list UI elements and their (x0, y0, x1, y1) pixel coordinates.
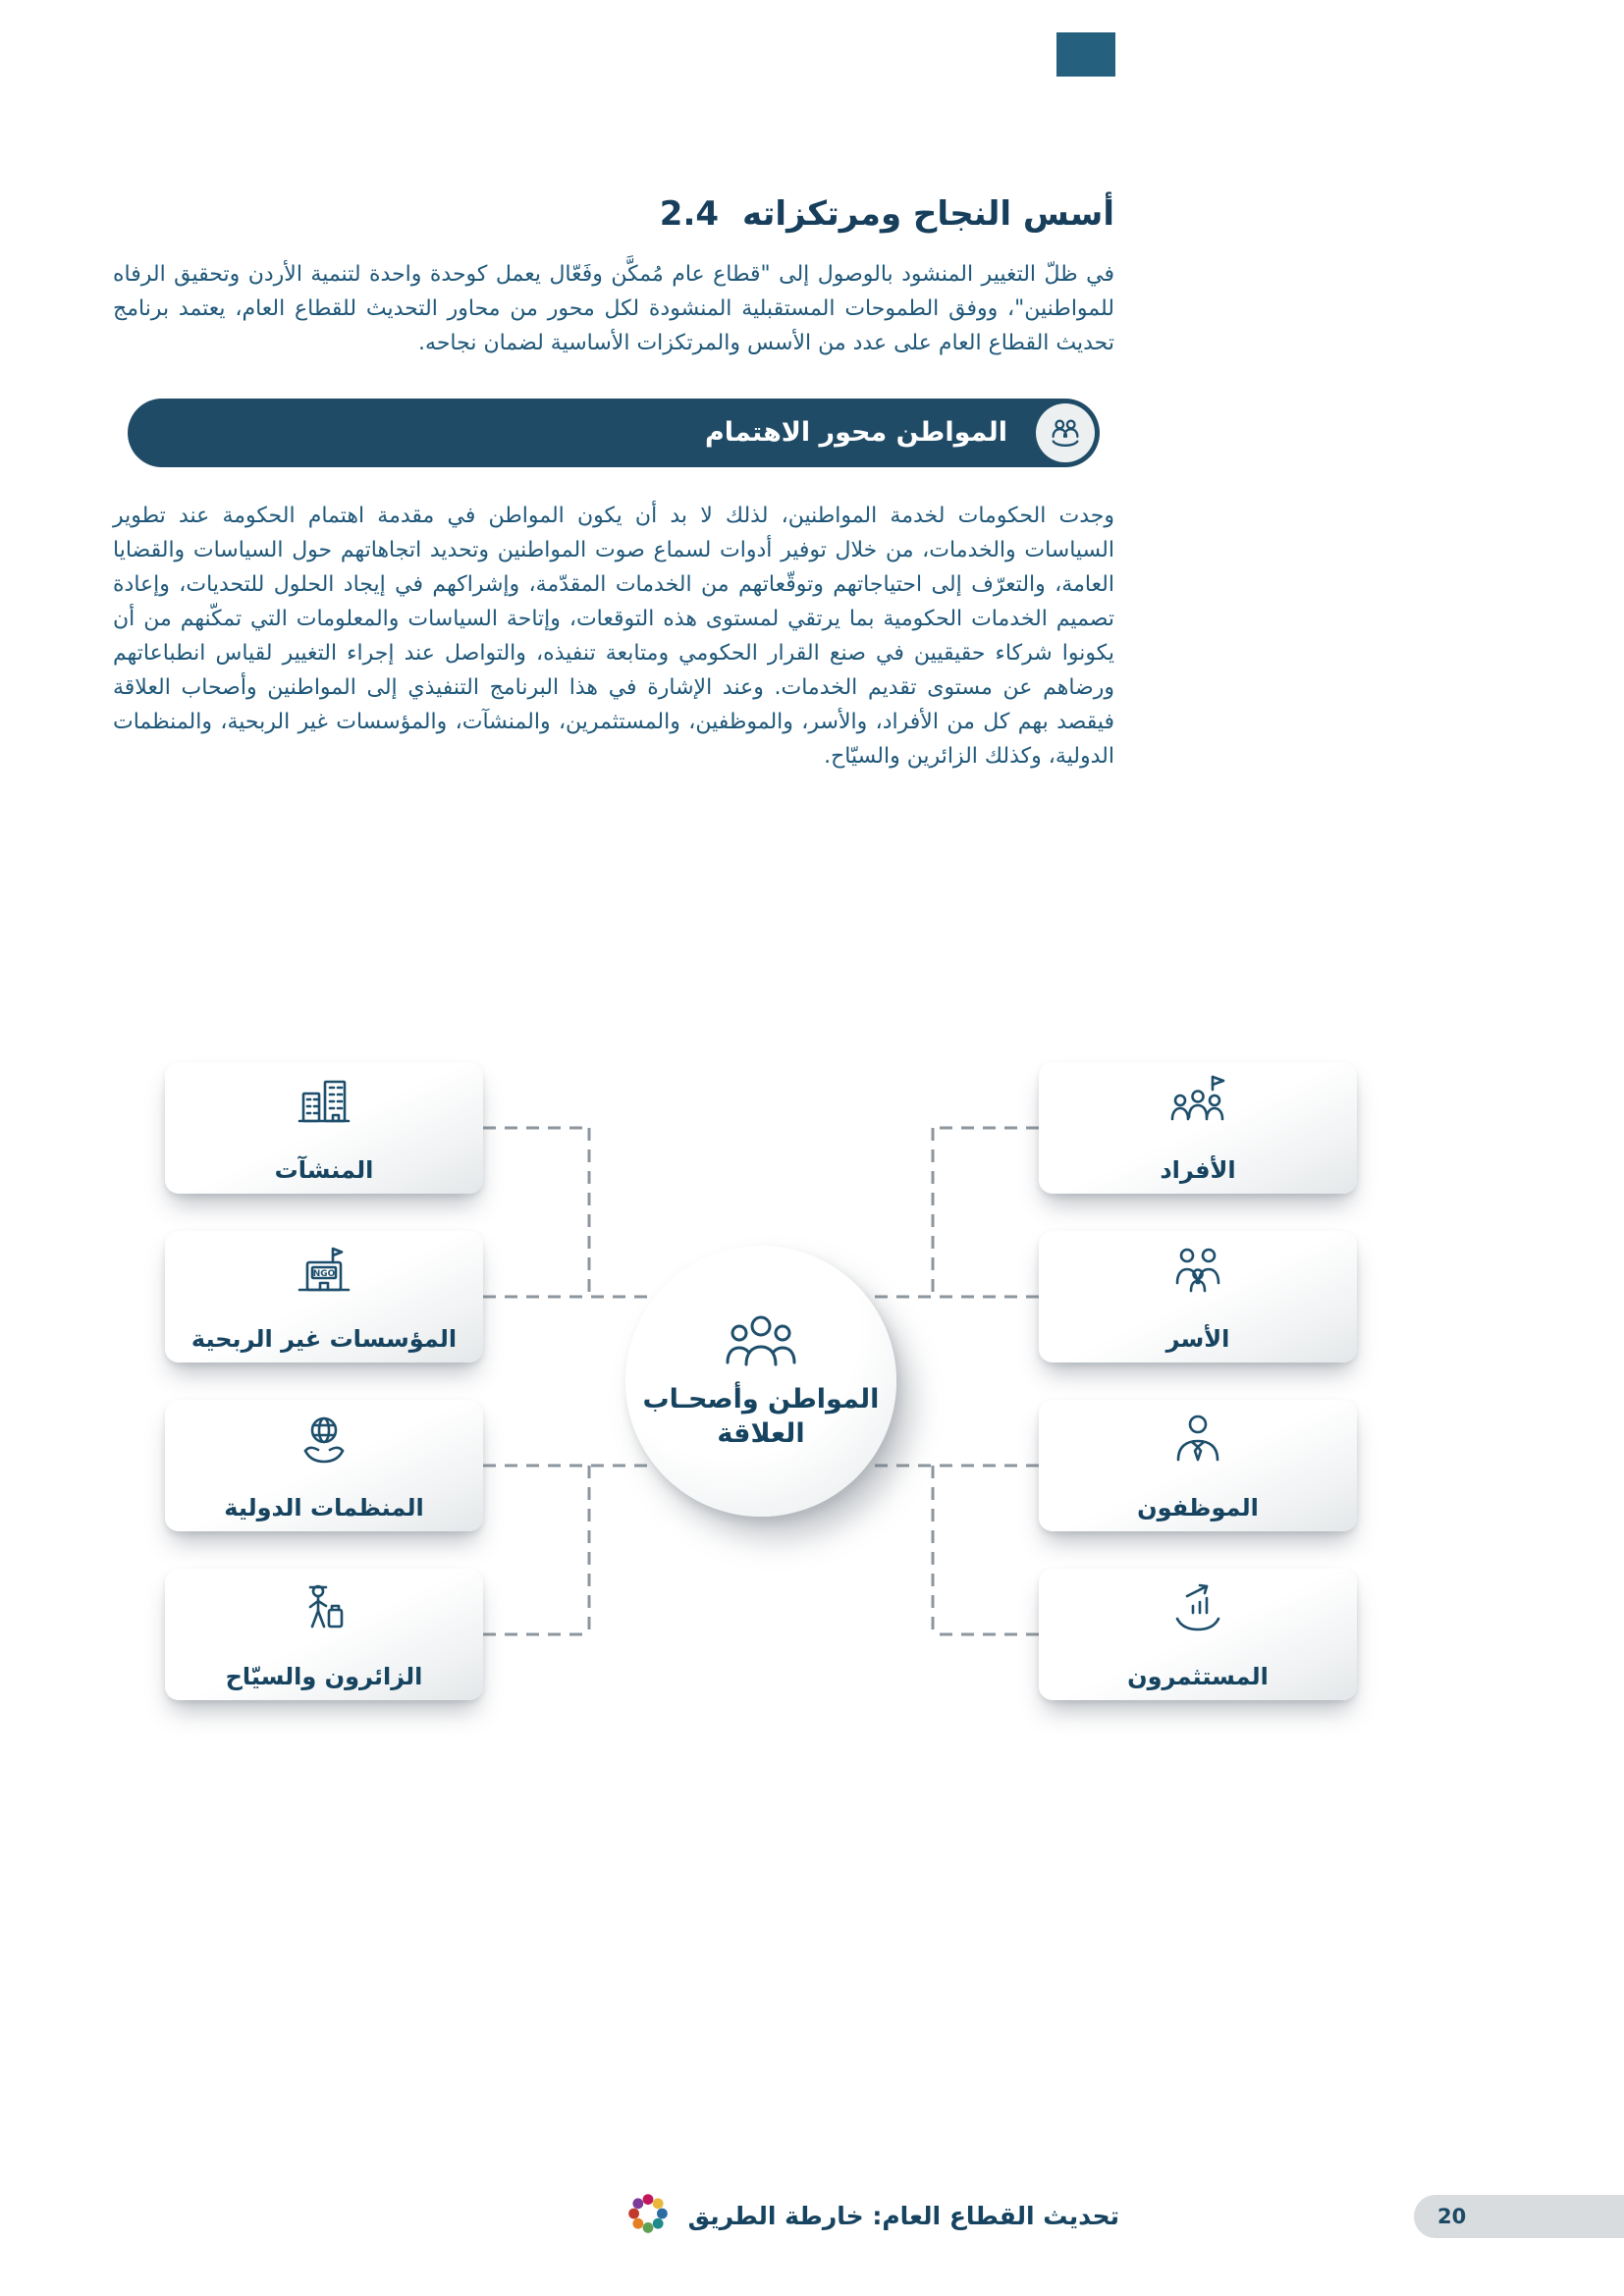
body-paragraph: وجدت الحكومات لخدمة المواطنين، لذلك لا بد أن يكون المواطن في مقدمة اهتمام الحكومة عند تطوير السياسات والخدمات، من خلال توفير أدوات لسماع صوت المواطنين وتحديد اتجاهاتهم حول السياسات والقضايا العامة، والتعرّف إلى احتياجاتهم وتوقّعاتهم من الخدمات المقدّمة، وإشراكهم في إيجاد الحلول للتحديات، وإعادة تصميم الخدمات الحكومية بما يرتقي لمستوى هذه التوقعات، وإتاحة السياسات والمعلومات التي تمكّنهم من أن يكونوا شركاء حقيقيين في صنع القرار الحكومي ومتابعة تنفيذه، والتواصل عند إجراء التغيير لقياس انطباعاتهم ورضاهم عن مستوى تقديم الخدمات. وعند الإشارة في هذا البرنامج التنفيذي إلى المواطنين وأصحاب العلاقة فيقصد بهم كل من الأفراد، والأسر، والموظفين، والمستثمرين، والمنشآت، والمؤسسات غير الربحية، والمنظمات الدولية، وكذلك الزائرين والسيّاح. (113, 504, 1114, 769)
stakeholder-card-individuals (1039, 1062, 1357, 1194)
hub-title-line1: المواطن وأصحـاب (642, 1384, 880, 1415)
stakeholder-card-investors (1039, 1569, 1357, 1700)
stakeholder-card-nonprofits (165, 1231, 483, 1362)
card-label: المؤسسات غير الربحية (190, 1325, 458, 1353)
card-label: المنشآت (274, 1156, 374, 1184)
card-label: المستثمرون (1127, 1663, 1269, 1690)
buildings-icon (292, 1074, 356, 1131)
stakeholder-card-international-organizations (165, 1400, 483, 1531)
card-label: الزائرون والسيّاح (225, 1663, 423, 1690)
stakeholder-card-establishments (165, 1062, 483, 1194)
family-icon (1165, 1243, 1230, 1300)
banner-label: المواطن محور الاهتمام (705, 417, 1007, 448)
employee-icon (1165, 1412, 1230, 1468)
section-heading (113, 194, 1114, 234)
ngo-building-icon (292, 1243, 356, 1300)
stakeholder-card-employees (1039, 1400, 1357, 1531)
corner-accent-tab (1056, 32, 1115, 77)
tourist-icon (292, 1580, 356, 1637)
citizen-care-icon (1036, 403, 1095, 462)
people-group-icon (716, 1311, 806, 1376)
footer-brand (622, 2187, 1119, 2244)
stakeholder-card-families (1039, 1231, 1357, 1362)
intro-paragraph: في ظلّ التغيير المنشود بالوصول إلى "قطاع عام مُمكَّن وفَعّال يعمل كوحدة واحدة لتنمية الأردن وتحقيق الرفاه للمواطنين"، ووفق الطموحات المستقبلية المنشودة لكل محور من محاور التحديث للقطاع العام، يعتمد برنامج تحديث القطاع العام على عدد من الأسس والمرتكزات الأساسية لضمان نجاحه. (113, 262, 1114, 355)
investor-icon (1165, 1580, 1230, 1637)
citizen-focus-banner (128, 399, 1100, 467)
individuals-icon (1165, 1074, 1230, 1131)
card-label: الأسر (1165, 1325, 1230, 1353)
section-title: أسس النجاح ومرتكزاته (742, 194, 1114, 234)
page-number: 20 (1437, 2205, 1467, 2228)
hub-title-line2: العلاقة (717, 1418, 805, 1449)
card-label: الموظفون (1137, 1494, 1259, 1522)
stakeholders-hub-circle (625, 1246, 896, 1517)
page-number-pill (1414, 2195, 1624, 2238)
card-label: الأفراد (1160, 1156, 1236, 1184)
globe-hands-icon (292, 1412, 356, 1468)
section-number: 2.4 (659, 194, 720, 234)
roadmap-flower-logo-icon (622, 2187, 675, 2244)
hub-title (643, 1382, 880, 1451)
ngo-sign-text: NGO (312, 1269, 336, 1279)
footer-title: تحديث القطاع العام: خارطة الطريق (687, 2201, 1119, 2230)
stakeholder-card-visitors-tourists (165, 1569, 483, 1700)
card-label: المنظمات الدولية (224, 1494, 424, 1522)
